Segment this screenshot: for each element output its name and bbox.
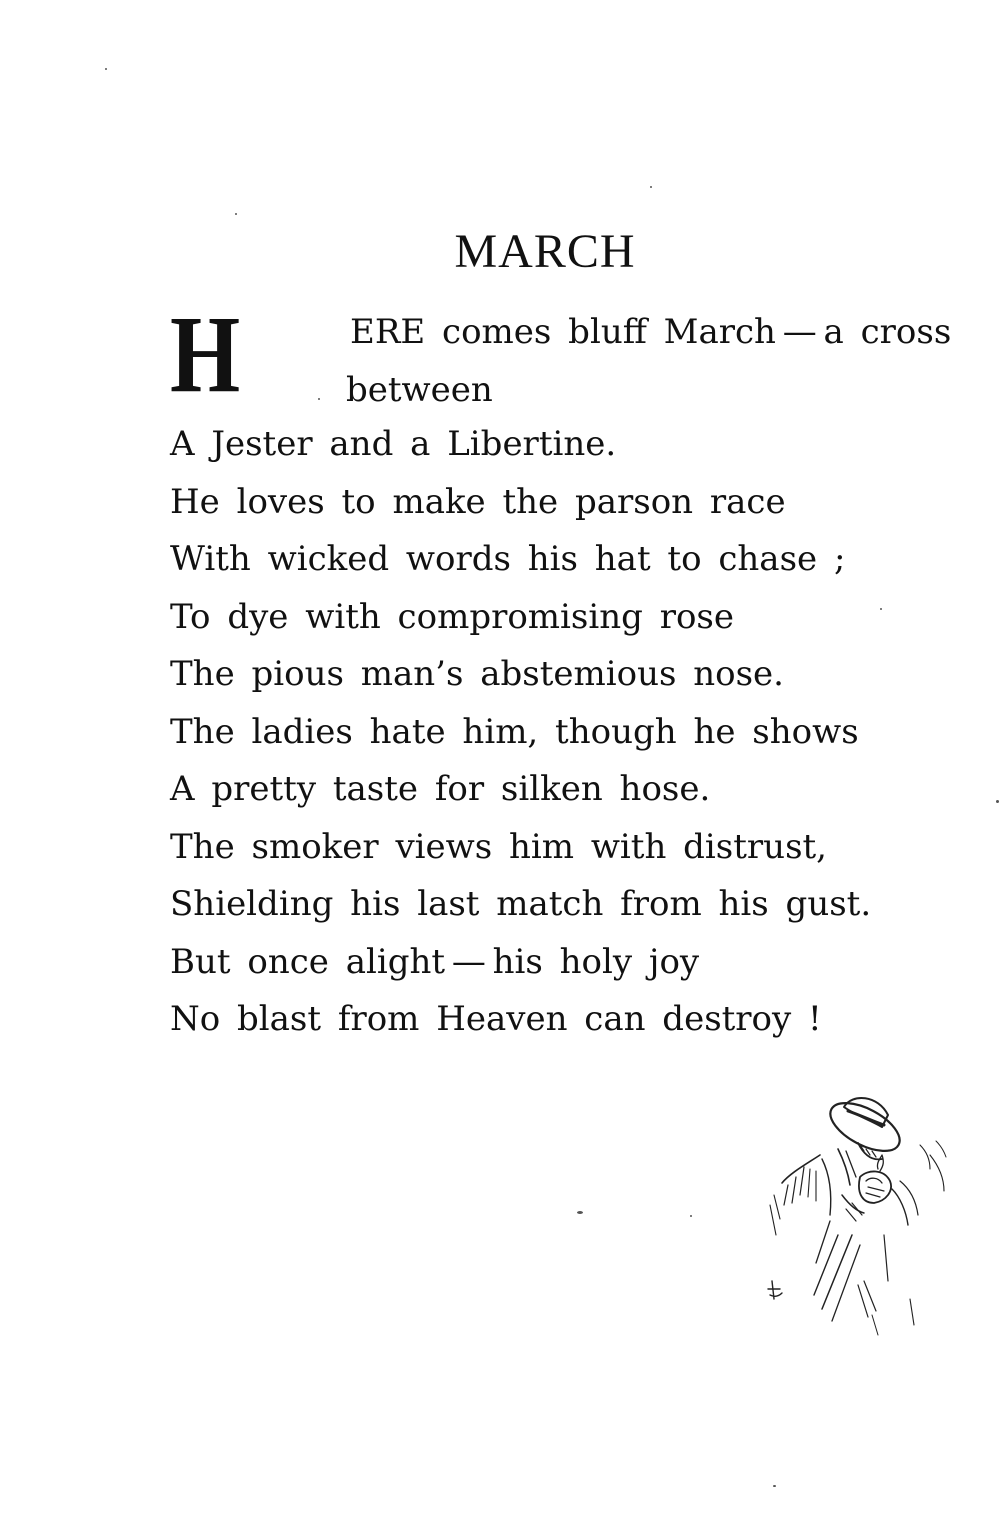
first-line-text: ERE comes bluff March — a cross xyxy=(350,312,952,352)
drop-cap: H xyxy=(170,293,241,415)
poem-line: The pious man’s abstemious nose. xyxy=(170,654,784,694)
paper-speck xyxy=(235,213,237,215)
paper-speck xyxy=(880,608,882,610)
poem-line: With wicked words his hat to chase ; xyxy=(170,539,846,579)
paper-speck xyxy=(650,186,652,188)
poem-line: He loves to make the parson race xyxy=(170,481,786,522)
first-line-continuation: between xyxy=(346,370,493,410)
paper-speck xyxy=(105,68,107,70)
paper-speck xyxy=(577,1211,583,1214)
paper-speck xyxy=(773,1485,776,1487)
smoker-sketch-icon xyxy=(760,1085,960,1340)
paper-speck xyxy=(690,1215,692,1217)
paper-speck xyxy=(318,398,320,400)
poem-body xyxy=(170,293,970,1049)
poem-title: MARCH xyxy=(454,225,636,278)
paper-speck xyxy=(996,800,999,803)
poem-line: No blast from Heaven can destroy ! xyxy=(170,999,822,1039)
poem-line: To dye with compromising rose xyxy=(170,596,734,637)
poem-line: But once alight — his holy joy xyxy=(170,941,700,982)
poem-line: The ladies hate him, though he shows xyxy=(170,711,859,752)
poem-line: A Jester and a Libertine. xyxy=(170,424,617,464)
poem-first-line xyxy=(170,293,970,416)
poem-line: A pretty taste for silken hose. xyxy=(170,769,711,809)
poem-line: Shielding his last match from his gust. xyxy=(170,884,872,924)
poem-line: The smoker views him with distrust, xyxy=(170,826,827,867)
